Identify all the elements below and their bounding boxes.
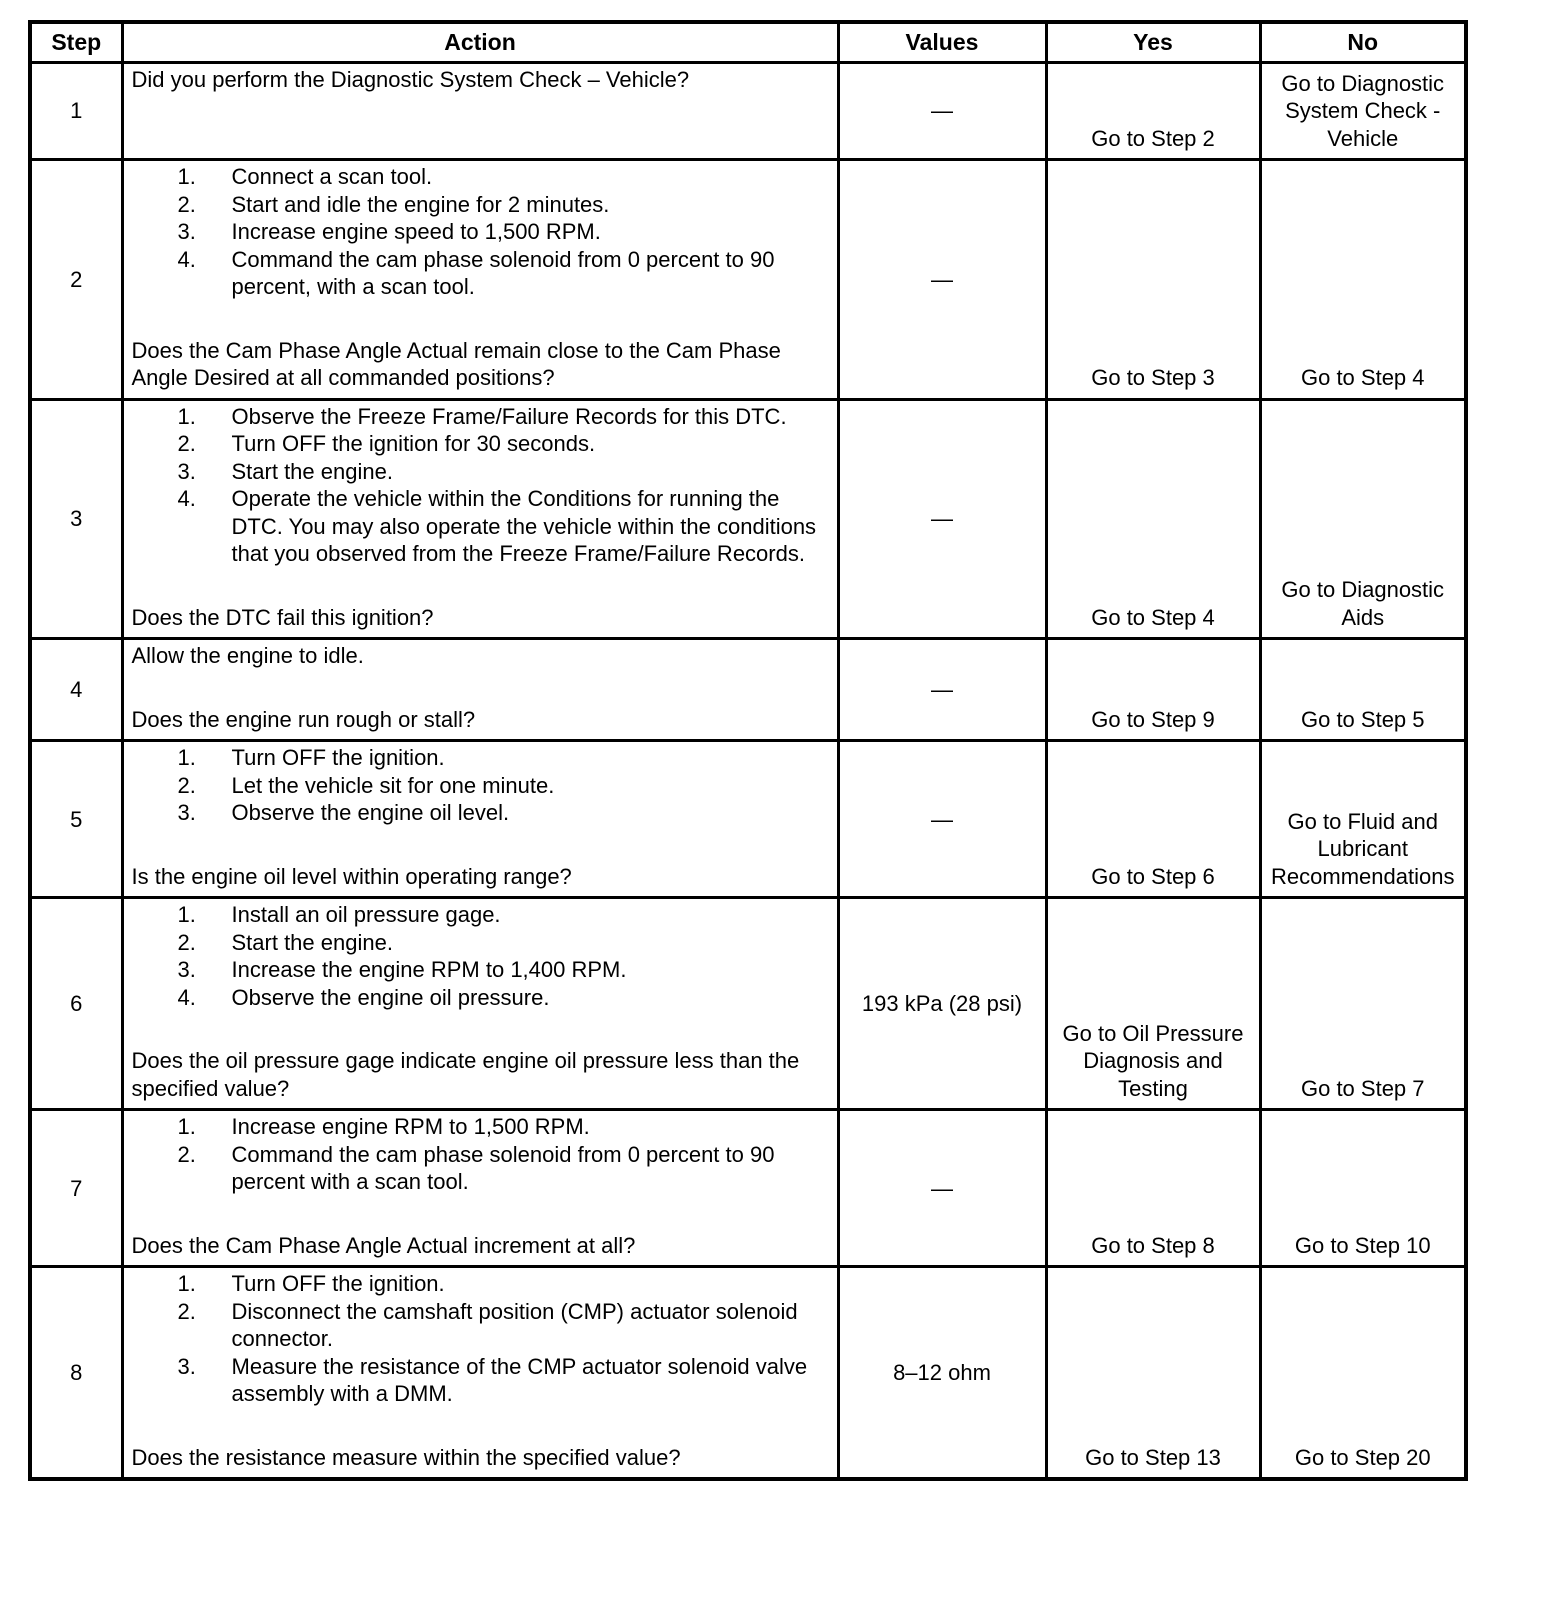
list-item-number: 1. bbox=[177, 403, 196, 429]
action-list bbox=[132, 744, 829, 827]
column-header-yes: Yes bbox=[1046, 22, 1260, 62]
list-item-number: 1. bbox=[177, 902, 196, 928]
action-question: Does the engine run rough or stall? bbox=[131, 706, 476, 732]
table-row bbox=[30, 898, 1466, 1110]
values-cell: 8–12 ohm bbox=[838, 1267, 1046, 1480]
list-item-number: 4. bbox=[177, 246, 196, 272]
diagnostic-procedure-table bbox=[28, 20, 1468, 1481]
header-row bbox=[30, 22, 1466, 62]
yes-cell: Go to Step 6 bbox=[1046, 741, 1260, 898]
values-cell: — bbox=[838, 639, 1046, 741]
action-list-item bbox=[132, 246, 829, 301]
action-cell bbox=[122, 399, 838, 639]
list-item-number: 1. bbox=[177, 1271, 196, 1297]
list-item-number: 2. bbox=[177, 1298, 196, 1324]
action-list-item bbox=[132, 799, 829, 827]
action-list-item bbox=[132, 485, 829, 568]
yes-cell: Go to Step 8 bbox=[1046, 1110, 1260, 1267]
list-item-text: Start the engine. bbox=[231, 929, 393, 955]
list-item-text: Increase the engine RPM to 1,400 RPM. bbox=[231, 957, 627, 983]
list-item-text: Let the vehicle sit for one minute. bbox=[231, 772, 555, 798]
values-cell: — bbox=[838, 399, 1046, 639]
list-item-number: 3. bbox=[177, 957, 196, 983]
no-cell: Go to Step 10 bbox=[1260, 1110, 1466, 1267]
yes-cell: Go to Step 9 bbox=[1046, 639, 1260, 741]
no-cell: Go to Step 4 bbox=[1260, 160, 1466, 400]
action-list-item bbox=[132, 191, 829, 219]
step-number: 2 bbox=[30, 160, 122, 400]
values-cell: — bbox=[838, 741, 1046, 898]
values-cell: — bbox=[838, 62, 1046, 160]
action-list bbox=[132, 901, 829, 1011]
action-question: Does the DTC fail this ignition? bbox=[131, 604, 434, 630]
action-list-item bbox=[132, 984, 829, 1012]
no-cell: Go to Step 7 bbox=[1260, 898, 1466, 1110]
step-number: 8 bbox=[30, 1267, 122, 1480]
action-cell bbox=[122, 1267, 838, 1480]
list-item-text: Command the cam phase solenoid from 0 percent to 90 percent with a scan tool. bbox=[231, 1141, 775, 1195]
list-item-number: 4. bbox=[177, 486, 196, 512]
action-list-item bbox=[132, 929, 829, 957]
list-item-text: Measure the resistance of the CMP actuator solenoid valve assembly with a DMM. bbox=[231, 1353, 808, 1407]
table-row bbox=[30, 62, 1466, 160]
list-item-text: Turn OFF the ignition for 30 seconds. bbox=[231, 431, 596, 457]
step-number: 6 bbox=[30, 898, 122, 1110]
table-row bbox=[30, 160, 1466, 400]
yes-cell: Go to Step 4 bbox=[1046, 399, 1260, 639]
table-row bbox=[30, 639, 1466, 741]
values-cell: — bbox=[838, 160, 1046, 400]
values-cell: 193 kPa (28 psi) bbox=[838, 898, 1046, 1110]
step-number: 3 bbox=[30, 399, 122, 639]
action-list bbox=[132, 403, 829, 568]
list-item-number: 2. bbox=[177, 772, 196, 798]
list-item-text: Connect a scan tool. bbox=[231, 164, 433, 190]
yes-cell: Go to Step 13 bbox=[1046, 1267, 1260, 1480]
list-item-text: Observe the engine oil pressure. bbox=[231, 984, 550, 1010]
action-list-item bbox=[132, 163, 829, 191]
action-list-item bbox=[132, 901, 829, 929]
action-intro: Did you perform the Diagnostic System Check – Vehicle? bbox=[131, 66, 690, 92]
table-row bbox=[30, 741, 1466, 898]
column-header-values: Values bbox=[838, 22, 1046, 62]
action-intro: Allow the engine to idle. bbox=[131, 643, 364, 669]
action-list-item bbox=[132, 1270, 829, 1298]
action-cell bbox=[122, 62, 838, 160]
column-header-action: Action bbox=[122, 22, 838, 62]
column-header-no: No bbox=[1260, 22, 1466, 62]
list-item-number: 2. bbox=[177, 191, 196, 217]
list-item-text: Turn OFF the ignition. bbox=[231, 1271, 445, 1297]
no-cell: Go to Diagnostic System Check - Vehicle bbox=[1260, 62, 1466, 160]
action-cell bbox=[122, 160, 838, 400]
action-cell bbox=[122, 639, 838, 741]
action-list bbox=[132, 163, 829, 301]
list-item-text: Observe the Freeze Frame/Failure Records for this DTC. bbox=[231, 403, 787, 429]
action-list-item bbox=[132, 772, 829, 800]
no-cell: Go to Step 5 bbox=[1260, 639, 1466, 741]
action-question: Is the engine oil level within operating range? bbox=[131, 863, 572, 889]
no-cell: Go to Step 20 bbox=[1260, 1267, 1466, 1480]
action-list-item bbox=[132, 956, 829, 984]
list-item-text: Increase engine RPM to 1,500 RPM. bbox=[231, 1114, 590, 1140]
list-item-number: 1. bbox=[177, 164, 196, 190]
list-item-text: Operate the vehicle within the Conditions for running the DTC. You may also operate the vehicle within the conditions that you observed from the Freeze Frame/Failure Records. bbox=[231, 486, 817, 567]
table-row bbox=[30, 1110, 1466, 1267]
table-row bbox=[30, 1267, 1466, 1480]
list-item-text: Command the cam phase solenoid from 0 percent to 90 percent, with a scan tool. bbox=[231, 246, 775, 300]
list-item-number: 3. bbox=[177, 458, 196, 484]
action-question: Does the Cam Phase Angle Actual increment at all? bbox=[131, 1232, 636, 1258]
action-list-item bbox=[132, 1353, 829, 1408]
action-list-item bbox=[132, 744, 829, 772]
list-item-number: 4. bbox=[177, 984, 196, 1010]
action-list-item bbox=[132, 403, 829, 431]
action-question: Does the resistance measure within the specified value? bbox=[131, 1444, 681, 1470]
action-list-item bbox=[132, 458, 829, 486]
list-item-number: 2. bbox=[177, 1141, 196, 1167]
yes-cell: Go to Step 3 bbox=[1046, 160, 1260, 400]
list-item-text: Increase engine speed to 1,500 RPM. bbox=[231, 219, 601, 245]
values-cell: — bbox=[838, 1110, 1046, 1267]
no-cell: Go to Diagnostic Aids bbox=[1260, 399, 1466, 639]
action-list-item bbox=[132, 1141, 829, 1196]
action-list-item bbox=[132, 1298, 829, 1353]
action-cell bbox=[122, 1110, 838, 1267]
action-question: Does the Cam Phase Angle Actual remain close to the Cam Phase Angle Desired at all commanded positions? bbox=[131, 337, 781, 391]
list-item-number: 2. bbox=[177, 929, 196, 955]
action-list-item bbox=[132, 218, 829, 246]
list-item-number: 1. bbox=[177, 745, 196, 771]
list-item-text: Disconnect the camshaft position (CMP) actuator solenoid connector. bbox=[231, 1298, 798, 1352]
step-number: 7 bbox=[30, 1110, 122, 1267]
list-item-text: Start the engine. bbox=[231, 458, 393, 484]
yes-cell: Go to Oil Pressure Diagnosis and Testing bbox=[1046, 898, 1260, 1110]
list-item-number: 2. bbox=[177, 431, 196, 457]
yes-cell: Go to Step 2 bbox=[1046, 62, 1260, 160]
table-row bbox=[30, 399, 1466, 639]
action-list-item bbox=[132, 1113, 829, 1141]
action-list bbox=[132, 1270, 829, 1408]
action-cell bbox=[122, 741, 838, 898]
action-cell bbox=[122, 898, 838, 1110]
list-item-number: 1. bbox=[177, 1114, 196, 1140]
list-item-number: 3. bbox=[177, 219, 196, 245]
list-item-number: 3. bbox=[177, 1353, 196, 1379]
step-number: 5 bbox=[30, 741, 122, 898]
no-cell: Go to Fluid and Lubricant Recommendations bbox=[1260, 741, 1466, 898]
column-header-step: Step bbox=[30, 22, 122, 62]
action-list bbox=[132, 1113, 829, 1196]
list-item-text: Install an oil pressure gage. bbox=[231, 902, 501, 928]
list-item-text: Start and idle the engine for 2 minutes. bbox=[231, 191, 610, 217]
action-list-item bbox=[132, 430, 829, 458]
step-number: 1 bbox=[30, 62, 122, 160]
list-item-number: 3. bbox=[177, 800, 196, 826]
list-item-text: Observe the engine oil level. bbox=[231, 800, 510, 826]
step-number: 4 bbox=[30, 639, 122, 741]
list-item-text: Turn OFF the ignition. bbox=[231, 745, 445, 771]
action-question: Does the oil pressure gage indicate engine oil pressure less than the specified value? bbox=[131, 1048, 800, 1101]
